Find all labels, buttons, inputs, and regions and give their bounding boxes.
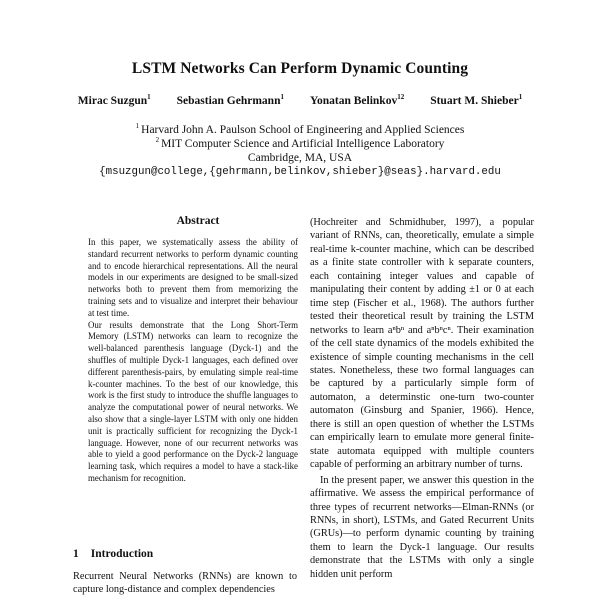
body-paragraph: In the present paper, we answer this question in the affirmative. We assess the empirical performance of three types of recurrent networks—Elman-RNNs (or RNNs, in short), LSTMs, and Gated Recurrent Units (GRUs)—to perform dynamic counting by training them to learn the Dyck-1 language. Our results demonstrate that the LSTMs with only a single hidden unit perform <box>310 474 534 580</box>
body-paragraph: Recurrent Neural Networks (RNNs) are known to capture long-distance and complex dependencies <box>73 571 297 596</box>
author-emails: {msuzgun@college,{gehrmann,belinkov,shieber}@seas}.harvard.edu <box>99 166 501 178</box>
introduction-text <box>73 570 297 597</box>
affiliation: $^2$ MIT Computer Science and Artificial Intelligence Laboratory <box>155 136 445 150</box>
affiliation: $^1$ Harvard John A. Paulson School of Engineering and Applied Sciences <box>135 122 465 136</box>
abstract-body <box>88 237 298 485</box>
author: Yonatan Belinkov$^{12}$ <box>309 93 405 107</box>
abstract-paragraph: In this paper, we systematically assess the ability of standard recurrent networks to perform dynamic counting and to encode hierarchical representations. All the neural models in our experiments are designed to be small-sized networks both to prevent them from memorizing the training sets and to visualize and interpret their behaviour at test time. <box>88 237 298 318</box>
abstract-heading: Abstract <box>176 215 220 227</box>
section-heading: 1 Introduction <box>73 548 154 560</box>
author: Mirac Suzgun$^1$ <box>77 93 151 107</box>
paper-title: LSTM Networks Can Perform Dynamic Counting <box>131 60 469 77</box>
author: Sebastian Gehrmann$^1$ <box>176 93 284 107</box>
author-list <box>0 95 600 107</box>
affiliation-location: Cambridge, MA, USA <box>247 152 353 164</box>
right-column <box>310 216 534 581</box>
body-paragraph: (Hochreiter and Schmidhuber, 1997), a popular variant of RNNs, can, theoretically, emulate a simple real-time k-counter machine, which can be described as a finite state controller with k separate counters, each containing integer values and capable of manipulating their content by adding ±1 or 0 at each time step (Fischer et al., 1968). The authors further tested their theoretical result by training the LSTM networks to learn aⁿbⁿ and aⁿbⁿcⁿ. Their examination of the cell state dynamics of the models exhibited the existence of simple counting mechanisms in the cell states. Nonetheless, these two formal languages can be captured by a particularly simple form of automaton, a determinstic one-turn two-counter automaton (Ginsburg and Spanier, 1966). Hence, there is still an open question of whether the LSTMs can empirically learn to emulate more general finite-state automata equipped with multiple counters capable of performing an arbitrary number of turns. <box>310 217 534 471</box>
author: Stuart M. Shieber$^1$ <box>430 93 523 107</box>
abstract-paragraph: Our results demonstrate that the Long Short-Term Memory (LSTM) networks can learn to recognize the well-balanced parenthesis language (Dyck-1) and the shuffles of multiple Dyck-1 languages, each defined over different parenthesis-pairs, by emulating simple real-time k-counter machines. To the best of our knowledge, this work is the first study to introduce the shuffle languages to analyze the computational power of neural networks. We also show that a single-layer LSTM with only one hidden unit is practically sufficient for recognizing the Dyck-1 language. However, none of our recurrent networks was able to yield a good performance on the Dyck-2 language learning task, which requires a model to have a stack-like mechanism for recognition. <box>88 319 298 483</box>
